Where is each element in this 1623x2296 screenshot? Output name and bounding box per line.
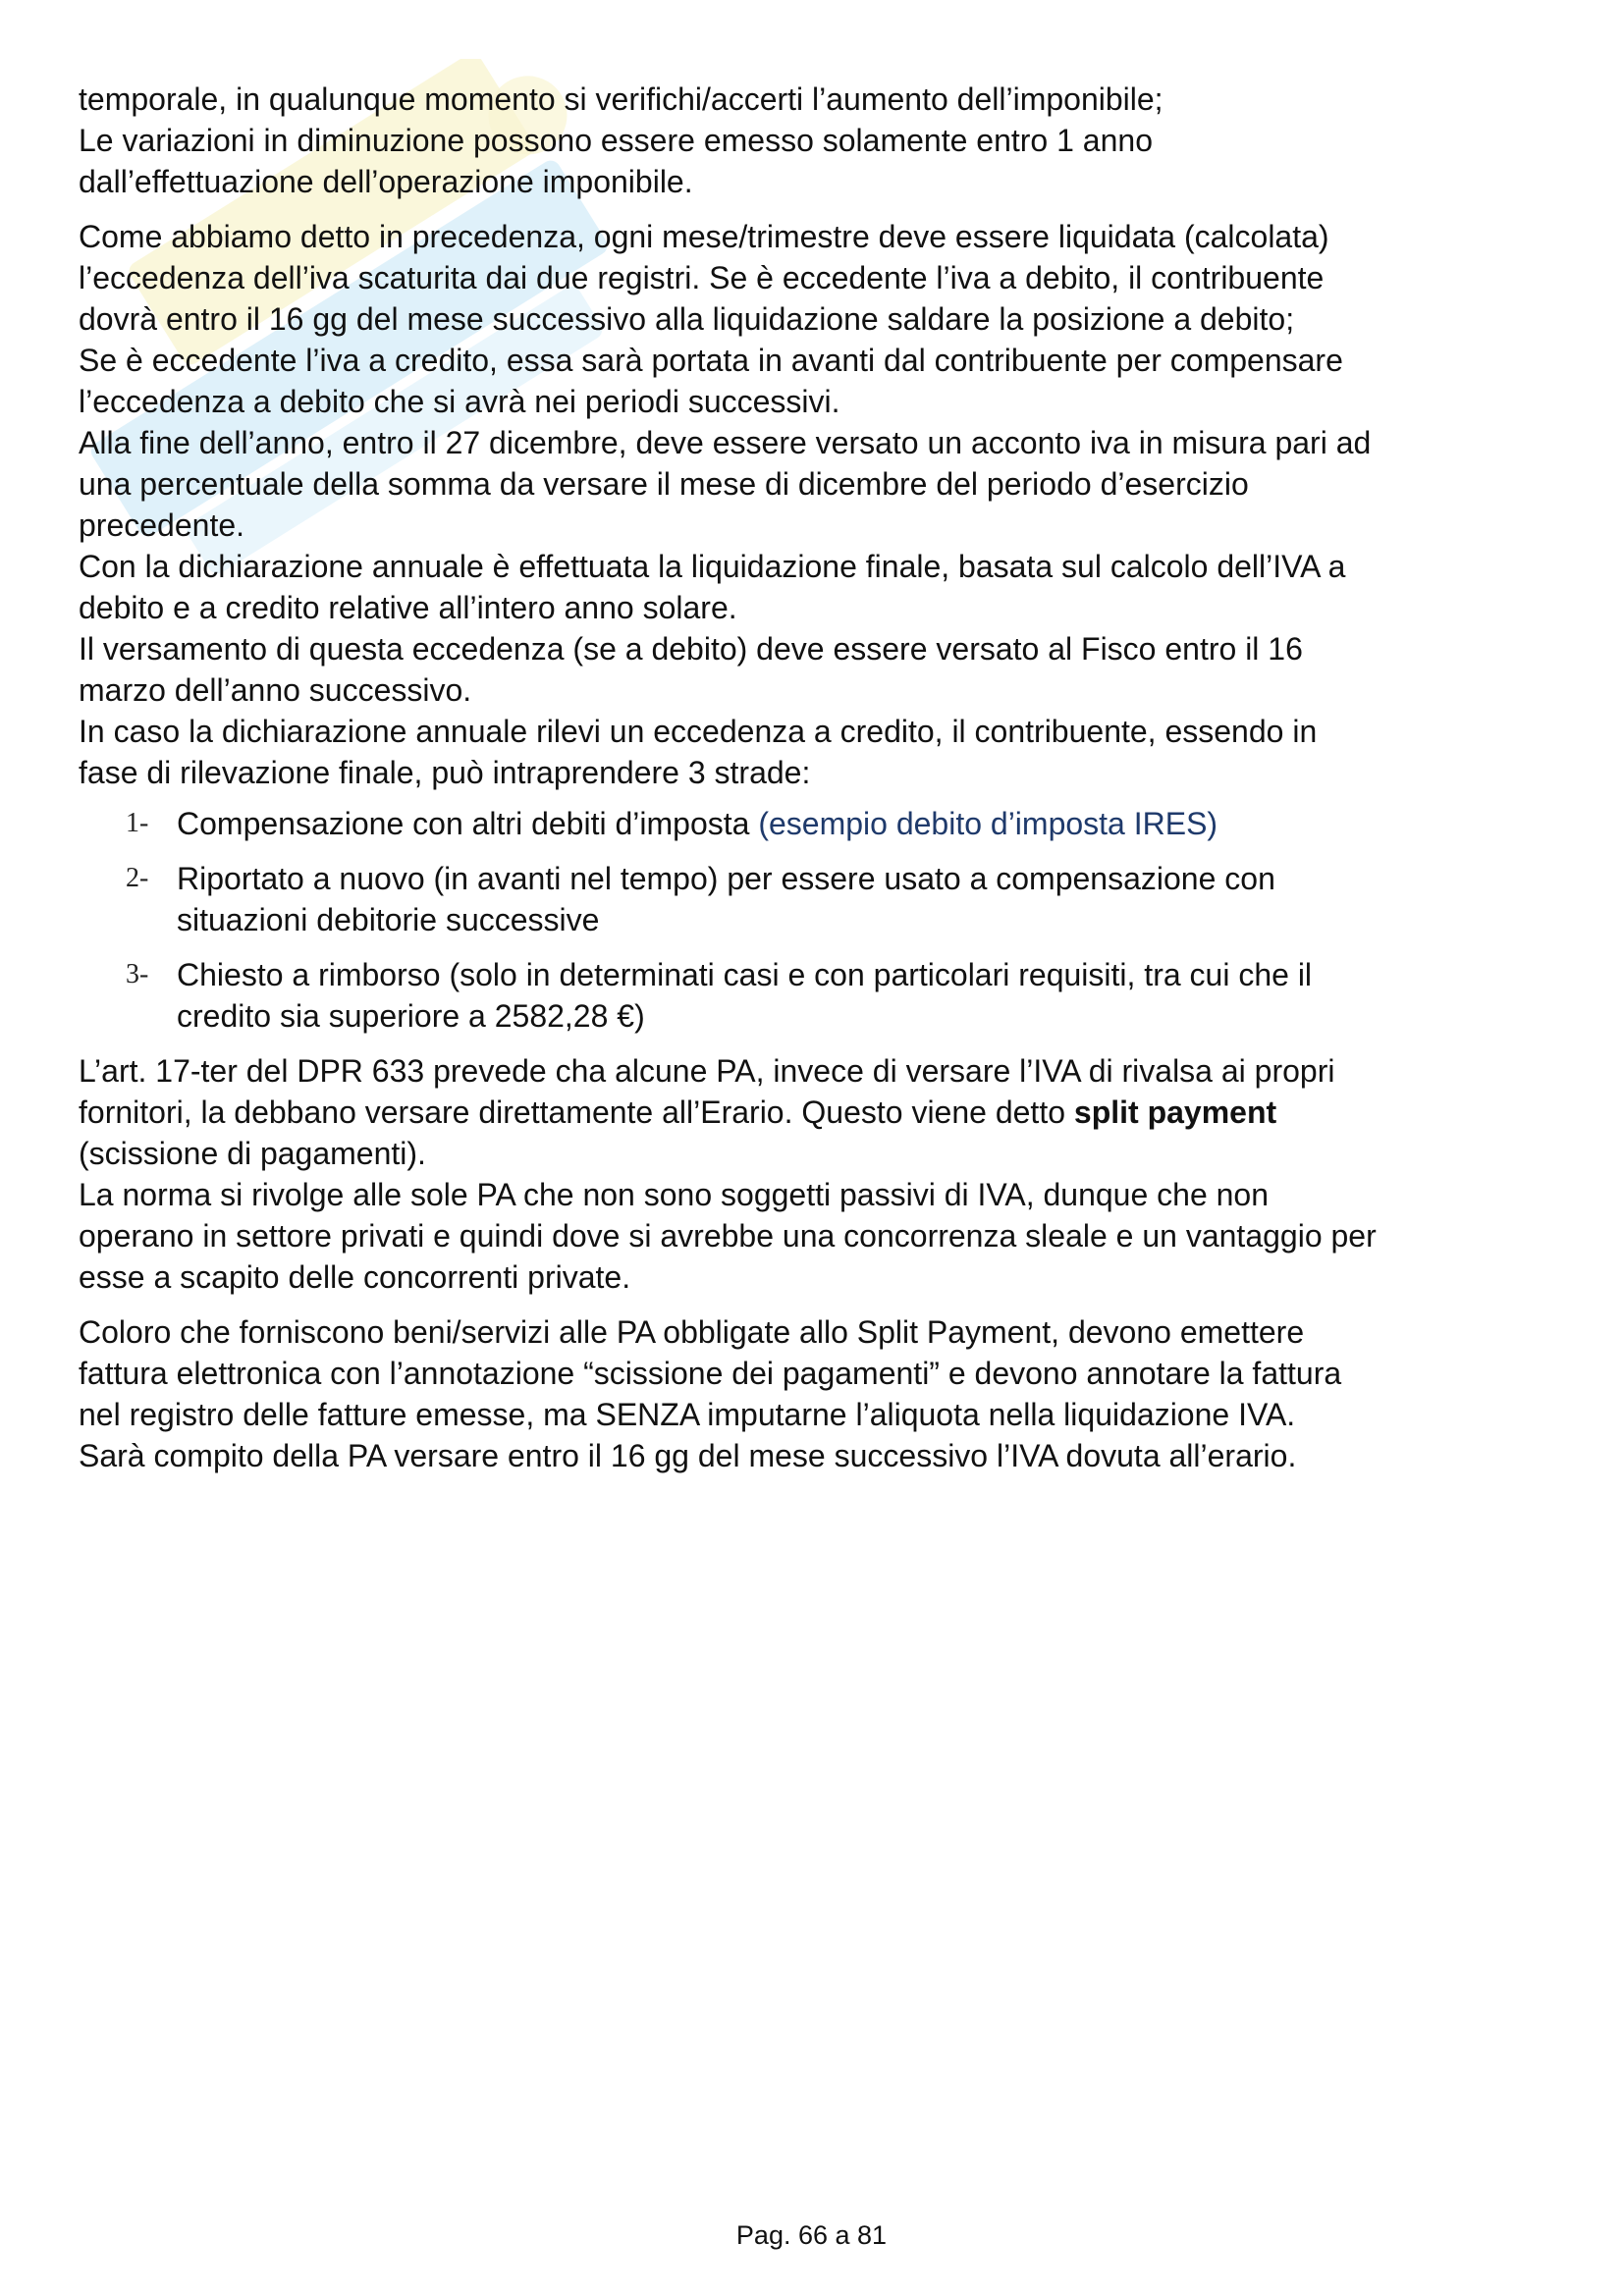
- list-text: credito sia superiore a 2582,28 €): [177, 998, 645, 1034]
- text-line: Coloro che forniscono beni/servizi alle PA obbligate allo Split Payment, devono emettere: [79, 1314, 1305, 1350]
- text-line: l’eccedenza a debito che si avrà nei periodi successivi.: [79, 384, 840, 419]
- text-line: Se è eccedente l’iva a credito, essa sarà portata in avanti dal contribuente per compensare: [79, 343, 1343, 378]
- list-number: 2-: [126, 863, 149, 893]
- document-body: [79, 79, 1561, 1476]
- text-line: Con la dichiarazione annuale è effettuata la liquidazione finale, basata sul calcolo dell’IVA a: [79, 549, 1346, 584]
- list-text: Compensazione con altri debiti d’imposta: [177, 806, 759, 841]
- list-text: Chiesto a rimborso (solo in determinati casi e con particolari requisiti, tra cui che il: [177, 957, 1313, 992]
- list-number: 3-: [126, 959, 149, 989]
- paragraph-4: [79, 1311, 1561, 1476]
- text-line: Come abbiamo detto in precedenza, ogni mese/trimestre deve essere liquidata (calcolata): [79, 219, 1329, 254]
- text-line: Sarà compito della PA versare entro il 16 gg del mese successivo l’IVA dovuta all’erario.: [79, 1438, 1297, 1473]
- text-line: operano in settore privati e quindi dove si avrebbe una concorrenza sleale e un vantaggio per: [79, 1218, 1377, 1254]
- text-line: Alla fine dell’anno, entro il 27 dicembre, deve essere versato un acconto iva in misura pari ad: [79, 425, 1372, 460]
- text-line: l’eccedenza dell’iva scaturita dai due registri. Se è eccedente l’iva a debito, il contribuente: [79, 260, 1325, 295]
- text-line: La norma si rivolge alle sole PA che non sono soggetti passivi di IVA, dunque che non: [79, 1177, 1270, 1212]
- text-line: dovrà entro il 16 gg del mese successivo alla liquidazione saldare la posizione a debito;: [79, 301, 1295, 337]
- list-note: (esempio debito d’imposta IRES): [758, 806, 1218, 841]
- list-text: situazioni debitorie successive: [177, 902, 600, 937]
- text-line: (scissione di pagamenti).: [79, 1136, 426, 1171]
- text-line: L’art. 17-ter del DPR 633 prevede cha alcune PA, invece di versare l’IVA di rivalsa ai propri: [79, 1053, 1335, 1089]
- text-line: nel registro delle fatture emesse, ma SENZA imputarne l’aliquota nella liquidazione IVA.: [79, 1397, 1296, 1432]
- text-line: temporale, in qualunque momento si verifichi/accerti l’aumento dell’imponibile;: [79, 81, 1163, 117]
- text-line: fase di rilevazione finale, può intraprendere 3 strade:: [79, 755, 811, 790]
- paragraph-2: [79, 216, 1561, 793]
- list-number: 1-: [126, 808, 149, 838]
- options-list: [79, 803, 1561, 1037]
- text-line: Le variazioni in diminuzione possono essere emesso solamente entro 1 anno: [79, 123, 1153, 158]
- text-line: dall’effettuazione dell’operazione imponibile.: [79, 164, 693, 199]
- page-number: Pag. 66 a 81: [735, 2220, 888, 2250]
- paragraph-3: [79, 1050, 1561, 1298]
- text-line: marzo dell’anno successivo.: [79, 672, 472, 708]
- text-line: fornitori, la debbano versare direttamente all’Erario. Questo viene detto: [79, 1095, 1074, 1130]
- text-line: precedente.: [79, 507, 245, 543]
- text-line: debito e a credito relative all’intero anno solare.: [79, 590, 737, 625]
- bold-term: split payment: [1073, 1095, 1277, 1130]
- list-item: [79, 858, 1561, 940]
- text-line: una percentuale della somma da versare il mese di dicembre del periodo d’esercizio: [79, 466, 1249, 502]
- text-line: In caso la dichiarazione annuale rilevi un eccedenza a credito, il contribuente, essendo in: [79, 714, 1318, 749]
- text-line: Il versamento di questa eccedenza (se a debito) deve essere versato al Fisco entro il 16: [79, 631, 1303, 667]
- paragraph-1: [79, 79, 1561, 202]
- list-item: [79, 803, 1561, 844]
- list-text: Riportato a nuovo (in avanti nel tempo) per essere usato a compensazione con: [177, 861, 1275, 896]
- text-line: esse a scapito delle concorrenti private.: [79, 1259, 631, 1295]
- list-item: [79, 954, 1561, 1037]
- text-line: fattura elettronica con l’annotazione “scissione dei pagamenti” e devono annotare la fattura: [79, 1356, 1342, 1391]
